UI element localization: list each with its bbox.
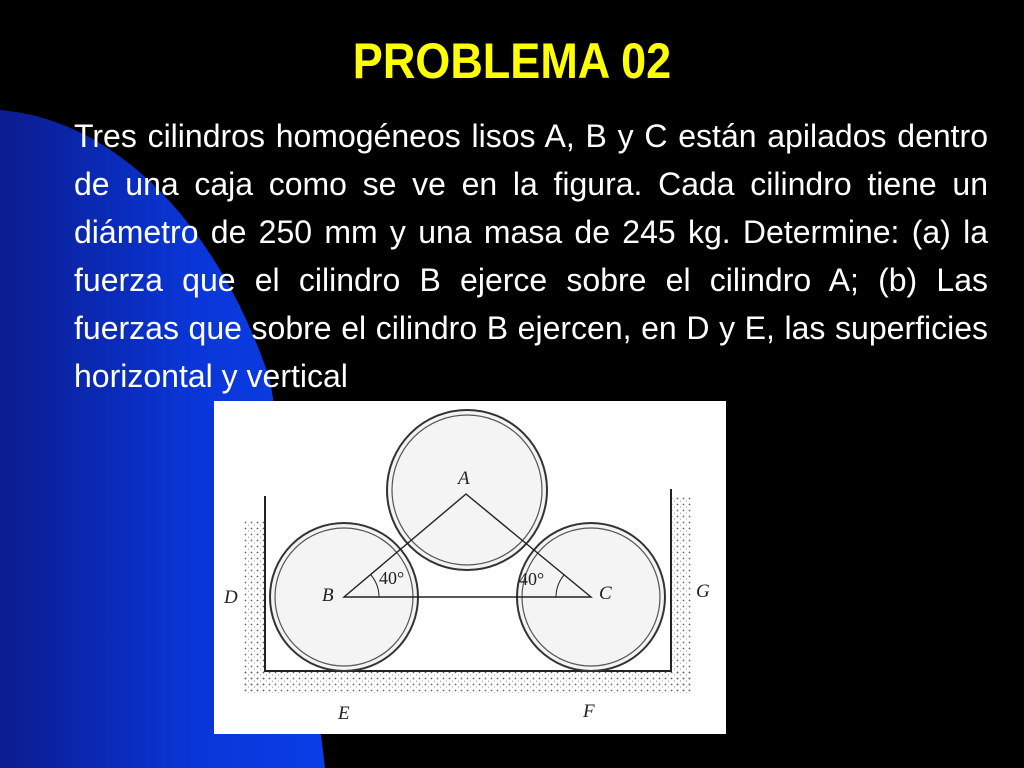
slide-title: PROBLEMA 02 [352, 33, 672, 89]
label-e: E [338, 703, 350, 724]
problem-statement: Tres cilindros homogéneos lisos A, B y C están apilados dentro de una caja como se ve en la figura. Cada cilindro tiene un diámetro de 250 mm y una masa de 245 kg. Determine: (a) la fuerza que el cilindro B ejerce sobre el cilindro A; (b) Las fuerzas que sobre el cilindro B ejercen, en D y E, las superficies horizontal y vertical [74, 118, 988, 394]
label-c: C [599, 583, 612, 604]
label-d: D [224, 587, 238, 608]
right-wall-texture [672, 496, 692, 691]
cylinder-a [387, 410, 547, 570]
label-f: F [583, 701, 595, 722]
label-b: B [322, 585, 334, 606]
label-a: A [458, 468, 470, 489]
left-wall-texture [244, 521, 265, 691]
cylinders-diagram [214, 401, 726, 734]
problem-figure [214, 401, 726, 734]
angle-label-right: 40° [519, 569, 545, 589]
angle-label-left: 40° [379, 568, 405, 588]
label-g: G [696, 581, 710, 602]
floor-texture [244, 671, 692, 693]
